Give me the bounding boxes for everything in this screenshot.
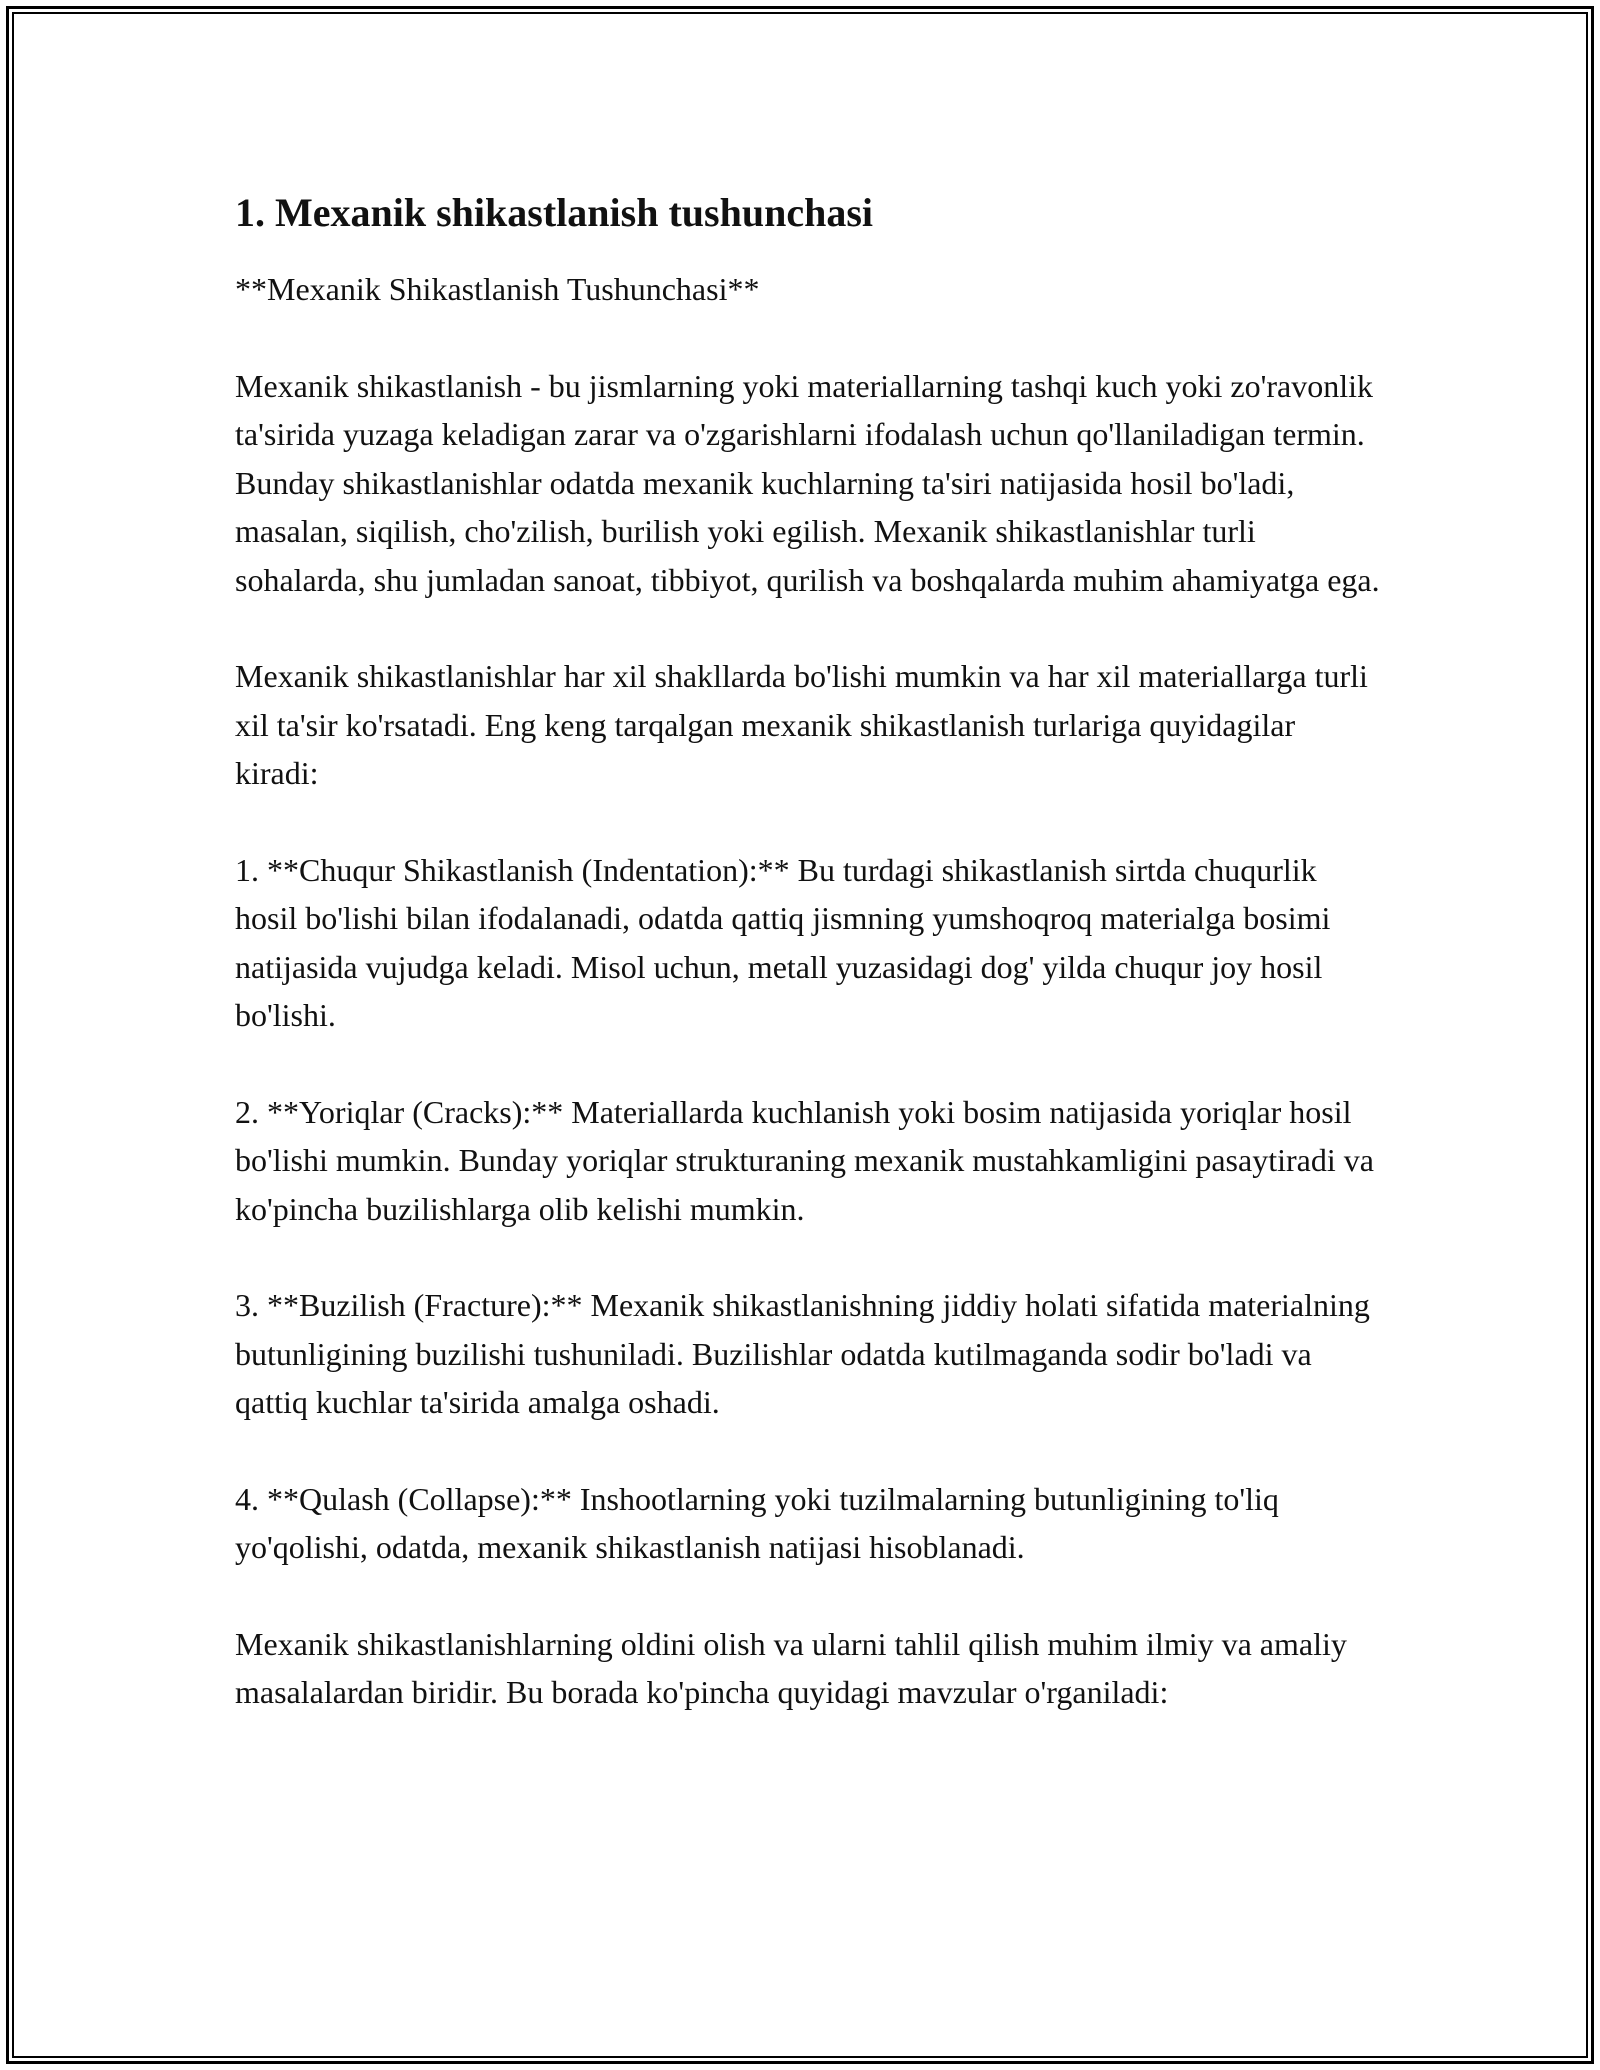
list-item-fracture: 3. **Buzilish (Fracture):** Mexanik shikastlanishning jiddiy holati sifatida materialning butunligining buzilishi tushuniladi. Buzilishlar odatda kutilmaganda sodir bo'ladi va qattiq kuchlar ta'sirida amalga oshadi.: [235, 1287, 1370, 1420]
paragraph-types-intro: Mexanik shikastlanishlar har xil shakllarda bo'lishi mumkin va har xil materiallarga turli xil ta'sir ko'rsatadi. Eng keng tarqalgan mexanik shikastlanish turlariga quyidagilar kiradi:: [235, 658, 1368, 791]
paragraph-conclusion: Mexanik shikastlanishlarning oldini olish va ularni tahlil qilish muhim ilmiy va amaliy masalalardan biridir. Bu borada ko'pincha quyidagi mavzular o'rganiladi:: [235, 1625, 1347, 1710]
paragraph-intro: Mexanik shikastlanish - bu jismlarning yoki materiallarning tashqi kuch yoki zo'ravonlik ta'sirida yuzaga keladigan zarar va o'zgarishlarni ifodalash uchun qo'llaniladigan termin. Bunday shikastlanishlar odatda mexanik kuchlarning ta'siri natijasida hosil bo'ladi, masalan, siqilish, cho'zilish, burilish yoki egilish. Mexanik shikastlanishlar turli sohalarda, shu jumladan sanoat, tibbiyot, qurilish va boshqalarda muhim ahamiyatga ega.: [235, 367, 1380, 598]
list-item-indentation: 1. **Chuqur Shikastlanish (Indentation):** Bu turdagi shikastlanish sirtda chuqurlik hosil bo'lishi bilan ifodalanadi, odatda qattiq jismning yumshoqroq materialga bosimi natijasida vujudga keladi. Misol uchun, metall yuzasidagi dog' yilda chuqur joy hosil bo'lishi.: [235, 851, 1331, 1033]
document-body: [235, 185, 1385, 1765]
document-subtitle: **Mexanik Shikastlanish Tushunchasi**: [235, 271, 760, 307]
list-item-cracks: 2. **Yoriqlar (Cracks):** Materiallarda kuchlanish yoki bosim natijasida yoriqlar hosil bo'lishi mumkin. Bunday yoriqlar strukturaning mexanik mustahkamligini pasaytiradi va ko'pincha buzilishlarga olib kelishi mumkin.: [235, 1093, 1374, 1227]
document-title: 1. Mexanik shikastlanish tushunchasi: [235, 190, 874, 235]
list-item-collapse: 4. **Qulash (Collapse):** Inshootlarning yoki tuzilmalarning butunligining to'liq yo'qolishi, odatda, mexanik shikastlanish natijasi hisoblanadi.: [235, 1480, 1279, 1565]
